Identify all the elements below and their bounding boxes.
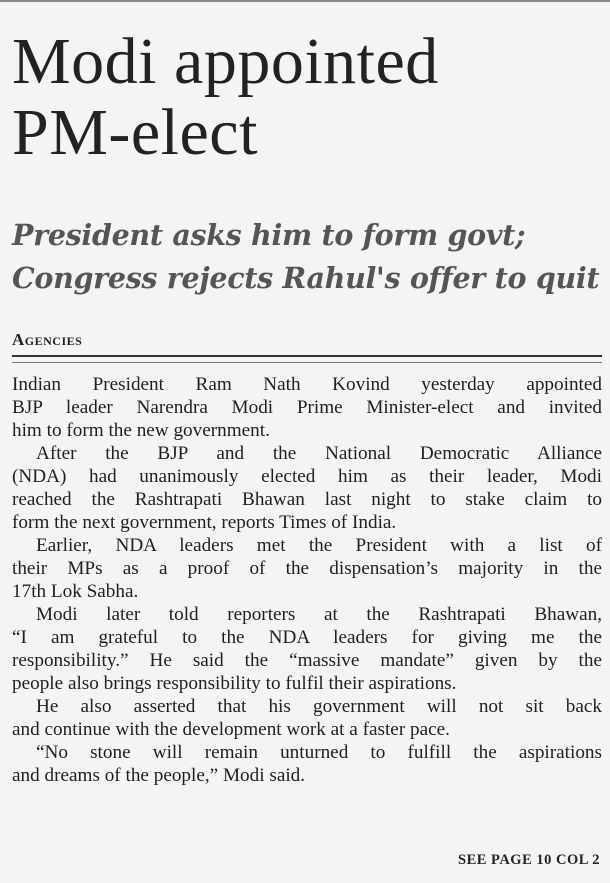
- article-line: and dreams of the people,” Modi said.: [12, 765, 306, 786]
- article-line: BJP leader Narendra Modi Prime Minister-elect and invited: [12, 397, 602, 418]
- article-line: 17th Lok Sabha.: [12, 581, 139, 602]
- byline: Agencies: [12, 330, 83, 349]
- article-line: him to form the new government.: [12, 420, 270, 441]
- byline-rule: [12, 355, 602, 357]
- top-border: [0, 0, 610, 2]
- subheadline-line-1: President asks him to form govt;: [12, 218, 526, 252]
- article-line: form the next government, reports Times of India.: [12, 512, 397, 533]
- article-line: He also asserted that his government will not sit back: [36, 696, 602, 717]
- article-line: their MPs as a proof of the dispensation’s majority in the: [12, 558, 602, 579]
- article-line: people also brings responsibility to fulfil their aspirations.: [12, 673, 457, 694]
- article-line: and continue with the development work at a faster pace.: [12, 719, 450, 740]
- article-line: After the BJP and the National Democratic Alliance: [36, 443, 602, 464]
- article-line: “I am grateful to the NDA leaders for giving me the: [12, 627, 602, 648]
- article-line: (NDA) had unanimously elected him as their leader, Modi: [12, 466, 602, 487]
- article-line: responsibility.” He said the “massive mandate” given by the: [12, 650, 602, 671]
- headline: [12, 26, 602, 168]
- article-line: reached the Rashtrapati Bhawan last night to stake claim to: [12, 489, 602, 510]
- article-line: Indian President Ram Nath Kovind yesterday appointed: [12, 374, 602, 395]
- subheadline: [12, 214, 602, 300]
- article-body: [12, 373, 602, 787]
- headline-line-1: Modi appointed: [12, 25, 439, 98]
- byline-rule-thin: [12, 362, 602, 363]
- article-line: Modi later told reporters at the Rashtrapati Bhawan,: [36, 604, 602, 625]
- article-line: Earlier, NDA leaders met the President with a list of: [36, 535, 602, 556]
- article-line: “No stone will remain unturned to fulfill the aspirations: [36, 742, 602, 763]
- subheadline-line-2: Congress rejects Rahul's offer to quit: [12, 261, 600, 295]
- continuation-note: SEE PAGE 10 COL 2: [458, 852, 600, 868]
- headline-line-2: PM-elect: [12, 96, 258, 169]
